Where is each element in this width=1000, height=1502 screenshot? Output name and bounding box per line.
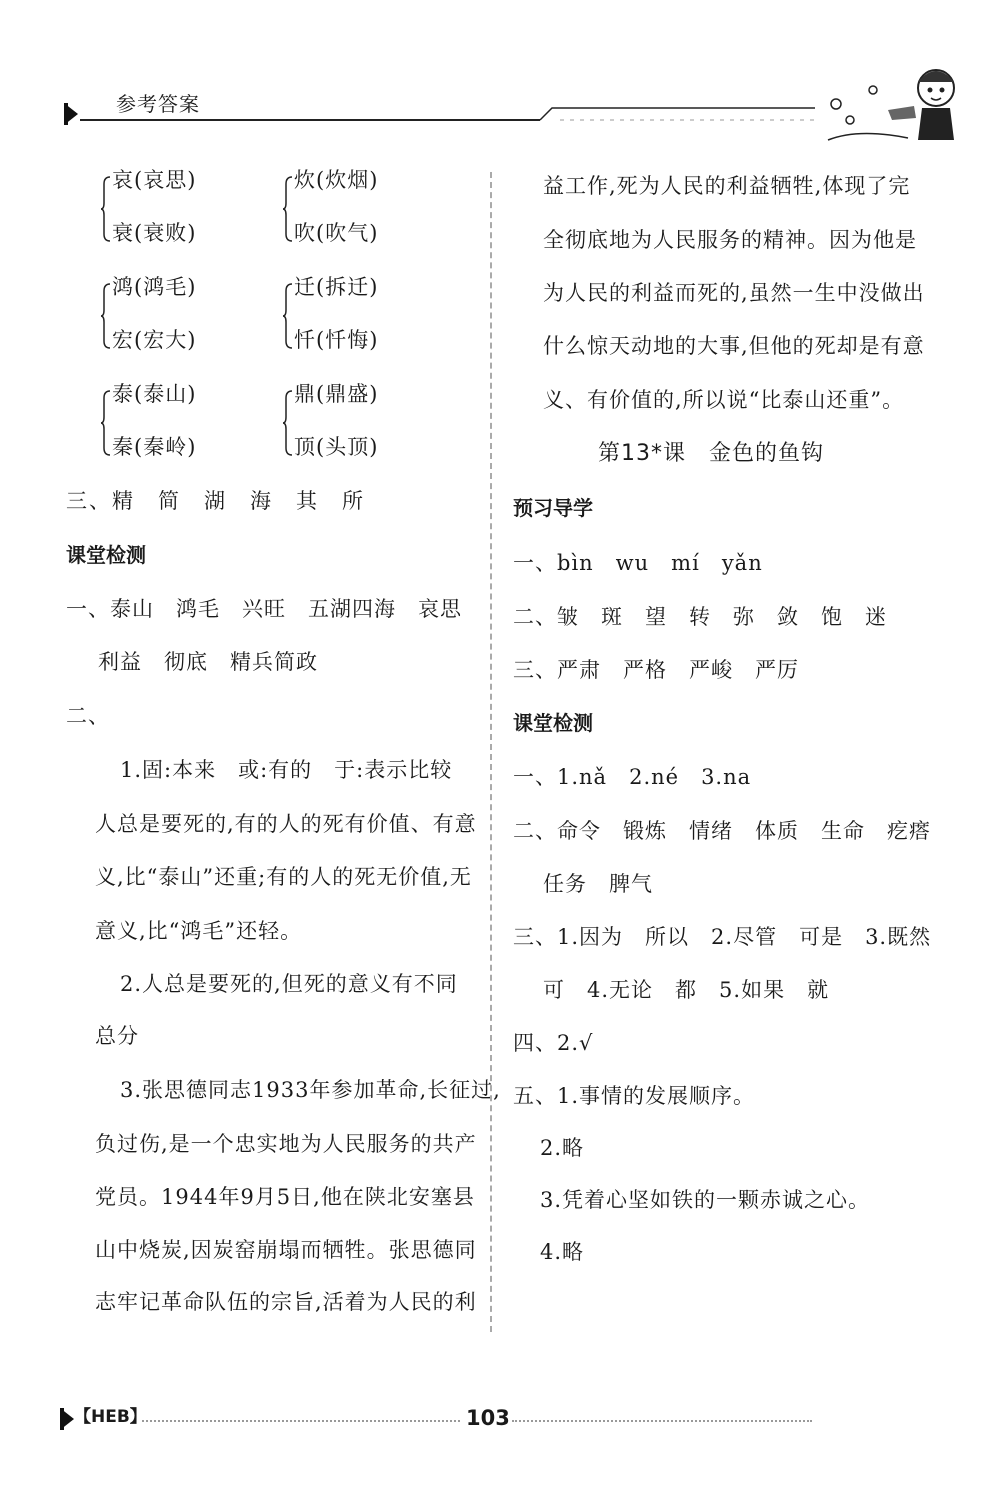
pair-item: 哀(哀思)	[112, 168, 197, 192]
answer-line: 一、bìn wu mí yǎn	[513, 551, 763, 575]
answer-line: 什么惊天动地的大事,但他的死却是有意	[543, 334, 925, 358]
answer-line: 总分	[95, 1024, 139, 1048]
answer-line: 三、严肃 严格 严峻 严厉	[513, 658, 799, 682]
answer-line: 二、	[66, 704, 110, 728]
footer-badge: 【HEB】	[74, 1407, 147, 1427]
column-divider	[490, 172, 492, 1332]
answer-line: 意义,比“鸿毛”还轻。	[95, 919, 303, 943]
answer-line: 2.略	[540, 1136, 585, 1160]
answer-line: 一、泰山 鸿毛 兴旺 五湖四海 哀思	[66, 597, 462, 621]
answer-line: 任务 脾气	[543, 872, 653, 896]
answer-line: 二、命令 锻炼 情绪 体质 生命 疙瘩	[513, 819, 931, 843]
pair-item: 忏(忏悔)	[294, 328, 379, 352]
pair-item: 鼎(鼎盛)	[294, 382, 379, 406]
pair-item: 泰(泰山)	[112, 382, 197, 406]
answer-line: 3.凭着心坚如铁的一颗赤诚之心。	[540, 1188, 871, 1212]
answer-line: 为人民的利益而死的,虽然一生中没做出	[543, 281, 925, 305]
pair-item: 炊(炊烟)	[294, 168, 379, 192]
answer-line: 党员。1944年9月5日,他在陕北安塞县	[95, 1185, 475, 1209]
pair-item: 秦(秦岭)	[112, 435, 197, 459]
answer-line: 2.人总是要死的,但死的意义有不同	[120, 972, 458, 996]
pair-item: 顶(头顶)	[294, 435, 379, 459]
answer-line: 可 4.无论 都 5.如果 就	[543, 978, 830, 1002]
lesson-title: 第13*课 金色的鱼钩	[598, 441, 824, 466]
header-marker	[64, 103, 78, 125]
footer-rule-left	[142, 1420, 460, 1422]
brace	[101, 176, 111, 242]
answer-line: 人总是要死的,有的人的死有价值、有意	[95, 812, 477, 836]
pair-item: 鸿(鸿毛)	[112, 275, 197, 299]
answer-line: 益工作,死为人民的利益牺牲,体现了完	[543, 174, 911, 198]
footer-marker	[60, 1408, 74, 1430]
answer-line: 义,比“泰山”还重;有的人的死无价值,无	[95, 865, 472, 889]
brace	[283, 176, 293, 242]
answer-line: 负过伤,是一个忠实地为人民服务的共产	[95, 1132, 477, 1156]
page-header-title: 参考答案	[116, 92, 200, 116]
section-heading: 课堂检测	[66, 543, 146, 567]
brace	[101, 390, 111, 456]
answer-line: 义、有价值的,所以说“比泰山还重”。	[543, 388, 905, 412]
answer-line: 4.略	[540, 1240, 585, 1264]
footer-rule-right	[512, 1420, 812, 1422]
answer-line: 志牢记革命队伍的宗旨,活着为人民的利	[95, 1290, 477, 1314]
section-heading: 预习导学	[513, 496, 593, 520]
pair-item: 宏(宏大)	[112, 328, 197, 352]
pair-item: 衰(衰败)	[112, 221, 197, 245]
answer-line: 全彻底地为人民服务的精神。因为他是	[543, 228, 917, 252]
page-number: 103	[466, 1406, 510, 1430]
header-rule	[80, 119, 540, 121]
answer-line: 1.固:本来 或:有的 于:表示比较	[120, 758, 453, 782]
answer-line: 3.张思德同志1933年参加革命,长征过,	[120, 1078, 501, 1102]
header-rule-right	[540, 106, 815, 126]
pair-item: 吹(吹气)	[294, 221, 379, 245]
answer-line: 二、皱 斑 望 转 弥 敛 饱 迷	[513, 605, 887, 629]
brace	[283, 390, 293, 456]
girl-illustration	[818, 60, 968, 150]
answer-line: 五、1.事情的发展顺序。	[513, 1084, 756, 1108]
answer-line: 利益 彻底 精兵简政	[98, 650, 318, 674]
answer-line: 山中烧炭,因炭窑崩塌而牺牲。张思德同	[95, 1238, 477, 1262]
answer-line: 三、1.因为 所以 2.尽管 可是 3.既然	[513, 925, 932, 949]
brace	[101, 283, 111, 349]
answer-line: 四、2.√	[513, 1031, 594, 1055]
answer-line: 三、精 简 湖 海 其 所	[66, 489, 365, 513]
answer-line: 一、1.nǎ 2.né 3.na	[513, 765, 752, 789]
brace	[283, 283, 293, 349]
pair-item: 迁(拆迁)	[294, 275, 379, 299]
section-heading: 课堂检测	[513, 711, 593, 735]
